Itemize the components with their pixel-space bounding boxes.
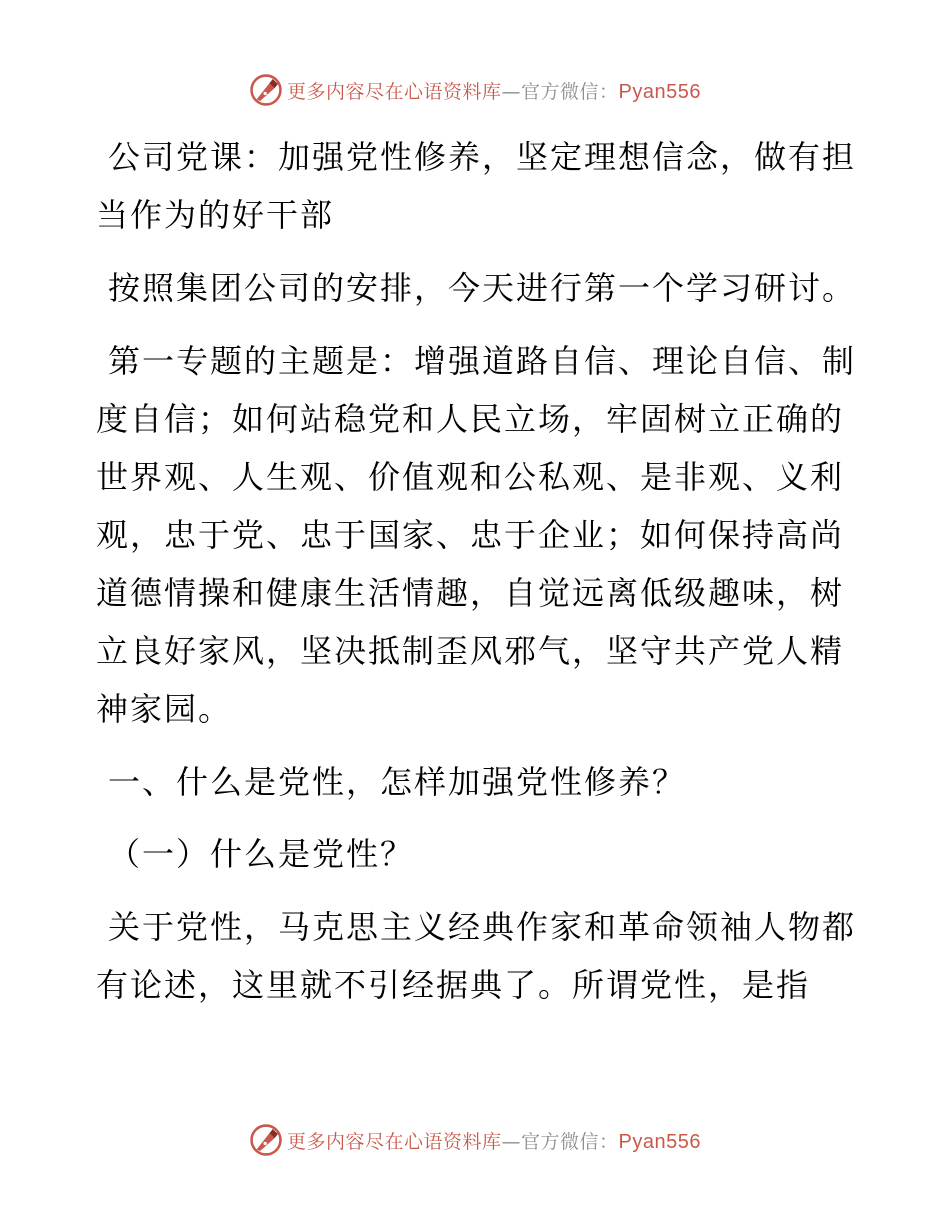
header-wechat-label: 官方微信： xyxy=(521,80,619,103)
subsection-heading: （一）什么是党性？ xyxy=(108,835,415,873)
footer-wechat-label: 官方微信： xyxy=(521,1130,619,1153)
header-site-text: 更多内容尽在心语资料库 xyxy=(287,80,502,103)
document-body xyxy=(96,128,856,1029)
theme-paragraph: 第一专题的主题是：增强道路自信、理论自信、制度自信；如何站稳党和人民立场，牢固树立正确的世界观、人生观、价值观和公私观、是非观、义利观，忠于党、忠于国家、忠于企业；如何保持高尚道德情操和健康生活情趣，自觉远离低级趣味，树立良好家风，坚决抵制歪风邪气，坚守共产党人精神家园。 xyxy=(96,342,857,728)
footer-dash: — xyxy=(501,1130,522,1153)
section-heading: 一、什么是党性，怎样加强党性修养？ xyxy=(108,763,687,801)
header-banner xyxy=(0,70,950,110)
footer-banner-text xyxy=(287,1127,701,1154)
footer-banner xyxy=(0,1120,950,1160)
footer-site-text: 更多内容尽在心语资料库 xyxy=(287,1130,502,1153)
footer-wechat-id: Pyan556 xyxy=(618,1130,701,1153)
body-paragraph: 关于党性，马克思主义经典作家和革命领袖人物都有论述，这里就不引经据典了。所谓党性，是指 xyxy=(96,908,857,1004)
intro-paragraph: 按照集团公司的安排，今天进行第一个学习研讨。 xyxy=(108,269,857,307)
pen-nib-logo-icon xyxy=(249,73,283,107)
header-banner-text xyxy=(287,77,701,104)
header-wechat-id: Pyan556 xyxy=(618,80,701,103)
pen-nib-logo-icon xyxy=(249,1123,283,1157)
header-dash: — xyxy=(501,80,522,103)
document-title: 公司党课：加强党性修养，坚定理想信念，做有担当作为的好干部 xyxy=(96,138,857,234)
